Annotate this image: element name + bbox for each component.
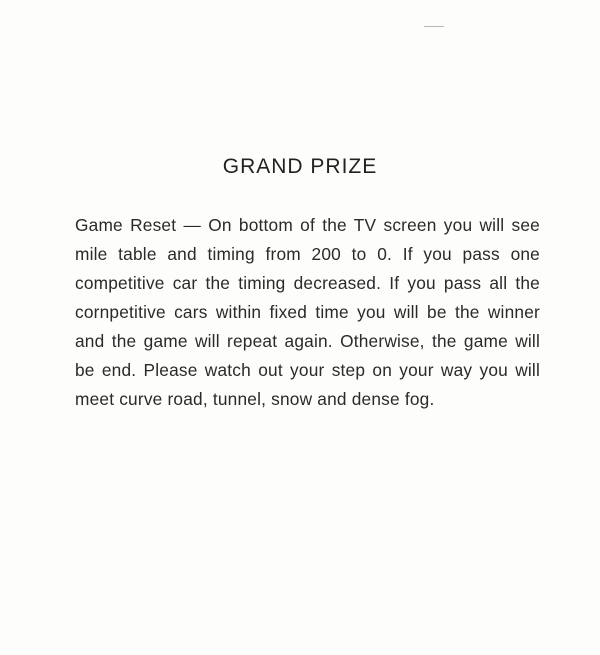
print-mark [424,26,444,27]
page-title: GRAND PRIZE [222,155,378,178]
body-paragraph: Game Reset — On bottom of the TV screen you will see mile table and timing from 200 to 0. If you pass one competitive car the timing decreased. If you pass all the cornpetitive cars within fixed time you will be the winner and the game will repeat again. Otherwise, the game will be end. Please watch out your step on your way you will meet curve road, tunnel, snow and dense fog. [75,215,540,409]
